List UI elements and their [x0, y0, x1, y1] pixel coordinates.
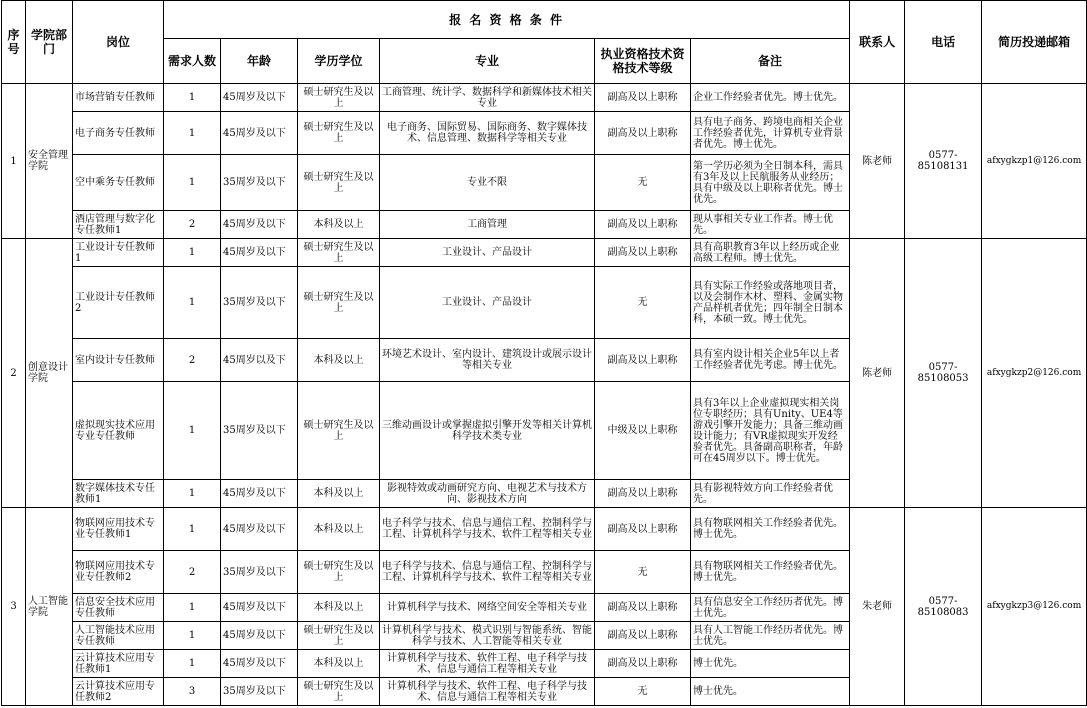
count-cell: 1	[164, 480, 221, 508]
qualification-cell: 副高及以上职称	[595, 650, 691, 678]
position-cell: 空中乘务专任教师	[73, 155, 164, 211]
degree-cell: 硕士研究生及以上	[298, 622, 380, 650]
count-cell: 1	[164, 84, 221, 112]
position-cell: 市场营销专任教师	[73, 84, 164, 112]
remarks-cell: 具有室内设计相关企业5年以上者工作经验者优先考虑。博士优先。	[691, 339, 850, 382]
email-cell[interactable]: afxygkzp2@126.com	[982, 239, 1087, 508]
degree-cell: 硕士研究生及以上	[298, 84, 380, 112]
position-cell: 室内设计专任教师	[73, 339, 164, 382]
header-position: 岗位	[73, 1, 164, 84]
header-count: 需求人数	[164, 39, 221, 84]
header-contact: 联系人	[850, 1, 905, 84]
qualification-cell: 副高及以上职称	[595, 622, 691, 650]
age-cell: 45周岁及以下	[221, 508, 298, 551]
major-cell: 专业不限	[380, 155, 595, 211]
remarks-cell: 博士优先。	[691, 678, 850, 706]
remarks-cell: 企业工作经验者优先。博士优先。	[691, 84, 850, 112]
email-cell[interactable]: afxygkzp1@126.com	[982, 84, 1087, 239]
table-row	[2, 84, 1087, 112]
seq-cell: 3	[2, 508, 26, 706]
major-cell: 电子科学与技术、信息与通信工程、控制科学与工程、计算机科学与技术、软件工程等相关专业	[380, 508, 595, 551]
major-cell: 计算机科学与技术、网络空间安全等相关专业	[380, 594, 595, 622]
age-cell: 45周岁及以下	[221, 622, 298, 650]
position-cell: 云计算技术应用专任教师1	[73, 650, 164, 678]
age-cell: 45周岁及以下	[221, 112, 298, 155]
major-cell: 计算机科学与技术、软件工程、电子科学与技术、信息与通信工程等相关专业	[380, 650, 595, 678]
qualification-cell: 无	[595, 155, 691, 211]
major-cell: 工业设计、产品设计	[380, 267, 595, 339]
header-conditions: 报 名 资 格 条 件	[164, 1, 850, 39]
age-cell: 35周岁及以下	[221, 155, 298, 211]
degree-cell: 硕士研究生及以上	[298, 267, 380, 339]
position-cell: 云计算技术应用专任教师2	[73, 678, 164, 706]
remarks-cell: 具有人工智能工作经历者优先。博士优先。	[691, 622, 850, 650]
header-qualification: 执业资格技术资格技术等级	[595, 39, 691, 84]
seq-cell: 2	[2, 239, 26, 508]
age-cell: 35周岁及以下	[221, 382, 298, 480]
major-cell: 计算机科学与技术、软件工程、电子科学与技术、信息与通信工程等相关专业	[380, 678, 595, 706]
age-cell: 35周岁及以下	[221, 678, 298, 706]
qualification-cell: 副高及以上职称	[595, 239, 691, 267]
count-cell: 3	[164, 678, 221, 706]
age-cell: 35周岁及以下	[221, 551, 298, 594]
age-cell: 35周岁及以下	[221, 267, 298, 339]
table-row	[2, 239, 1087, 267]
major-cell: 工业设计、产品设计	[380, 239, 595, 267]
age-cell: 45周岁及以下	[221, 480, 298, 508]
position-cell: 信息安全技术应用专任教师	[73, 594, 164, 622]
position-cell: 酒店管理与数字化专任教师1	[73, 211, 164, 239]
count-cell: 2	[164, 211, 221, 239]
remarks-cell: 具有高职教育3年以上经历或企业高级工程师。博士优先。	[691, 239, 850, 267]
dept-cell: 人工智能学院	[26, 508, 73, 706]
qualification-cell: 无	[595, 267, 691, 339]
major-cell: 电子科学与技术、信息与通信工程、控制科学与工程、计算机科学与技术、软件工程等相关专业	[380, 551, 595, 594]
age-cell: 45周岁及以下	[221, 211, 298, 239]
remarks-cell: 具有3年以上企业虚拟现实相关岗位专职经历；具有Unity、UE4等游戏引擎开发能力；具备三维动画设计能力；有VR虚拟现实开发经验者优先。具备副高职称者，年龄可在45周岁以下。博士优先。	[691, 382, 850, 480]
position-cell: 虚拟现实技术应用专业专任教师	[73, 382, 164, 480]
email-cell[interactable]: afxygkzp3@126.com	[982, 508, 1087, 706]
header-degree: 学历学位	[298, 39, 380, 84]
remarks-cell: 具有物联网相关工作经验者优先。博士优先。	[691, 508, 850, 551]
major-cell: 影视特效或动画研究方向、电视艺术与技术方向、影视技术方向	[380, 480, 595, 508]
qualification-cell: 副高及以上职称	[595, 112, 691, 155]
seq-cell: 1	[2, 84, 26, 239]
count-cell: 1	[164, 155, 221, 211]
remarks-cell: 现从事相关专业工作者。博士优先。	[691, 211, 850, 239]
count-cell: 2	[164, 339, 221, 382]
qualification-cell: 中级及以上职称	[595, 382, 691, 480]
qualification-cell: 副高及以上职称	[595, 508, 691, 551]
header-dept: 学院部门	[26, 1, 73, 84]
degree-cell: 硕士研究生及以上	[298, 382, 380, 480]
recruitment-table	[1, 0, 1087, 706]
major-cell: 工商管理、统计学、数据科学和新媒体技术相关专业	[380, 84, 595, 112]
remarks-cell: 具有信息安全工作经历者优先。博士优先。	[691, 594, 850, 622]
count-cell: 1	[164, 508, 221, 551]
major-cell: 电子商务、国际贸易、国际商务、数字媒体技术、信息管理、数据科学等相关专业	[380, 112, 595, 155]
phone-cell: 0577-85108083	[905, 508, 982, 706]
table-body	[2, 84, 1087, 706]
major-cell: 环境艺术设计、室内设计、建筑设计或展示设计等相关专业	[380, 339, 595, 382]
position-cell: 工业设计专任教师2	[73, 267, 164, 339]
count-cell: 1	[164, 382, 221, 480]
position-cell: 数字媒体技术专任教师1	[73, 480, 164, 508]
remarks-cell: 具有电子商务、跨境电商相关企业工作经验者优先，计算机专业背景者优先。博士优先。	[691, 112, 850, 155]
age-cell: 45周岁及以下	[221, 594, 298, 622]
qualification-cell: 副高及以上职称	[595, 480, 691, 508]
position-cell: 电子商务专任教师	[73, 112, 164, 155]
table-row	[2, 508, 1087, 551]
age-cell: 45周岁及以下	[221, 84, 298, 112]
degree-cell: 本科及以上	[298, 339, 380, 382]
header-major: 专业	[380, 39, 595, 84]
remarks-cell: 第一学历必须为全日制本科，需具有3年及以上民航服务从业经历；具有中级及以上职称者优先。博士优先。	[691, 155, 850, 211]
degree-cell: 硕士研究生及以上	[298, 239, 380, 267]
position-cell: 物联网应用技术专业专任教师2	[73, 551, 164, 594]
phone-cell: 0577-85108053	[905, 239, 982, 508]
degree-cell: 硕士研究生及以上	[298, 678, 380, 706]
count-cell: 1	[164, 239, 221, 267]
count-cell: 2	[164, 551, 221, 594]
count-cell: 1	[164, 112, 221, 155]
dept-cell: 创意设计学院	[26, 239, 73, 508]
header-remarks: 备注	[691, 39, 850, 84]
qualification-cell: 无	[595, 551, 691, 594]
qualification-cell: 副高及以上职称	[595, 594, 691, 622]
remarks-cell: 具有影视特效方向工作经验者优先。	[691, 480, 850, 508]
header-phone: 电话	[905, 1, 982, 84]
major-cell: 三维动画设计或掌握虚拟引擎开发等相关计算机科学技术类专业	[380, 382, 595, 480]
remarks-cell: 具有物联网相关工作经验者优先。博士优先。	[691, 551, 850, 594]
remarks-cell: 博士优先。	[691, 650, 850, 678]
contact-cell: 朱老师	[850, 508, 905, 706]
remarks-cell: 具有实际工作经验或落地项目者，以及会制作木材、塑料、金属实物产品样机者优先；四年制全日制本科，本硕一致。博士优先。	[691, 267, 850, 339]
position-cell: 工业设计专任教师1	[73, 239, 164, 267]
position-cell: 物联网应用技术专业专任教师1	[73, 508, 164, 551]
dept-cell: 安全管理学院	[26, 84, 73, 239]
major-cell: 计算机科学与技术、模式识别与智能系统、智能科学与技术、人工智能等相关专业	[380, 622, 595, 650]
degree-cell: 本科及以上	[298, 508, 380, 551]
degree-cell: 本科及以上	[298, 211, 380, 239]
degree-cell: 本科及以上	[298, 650, 380, 678]
contact-cell: 陈老师	[850, 239, 905, 508]
position-cell: 人工智能技术应用专任教师	[73, 622, 164, 650]
age-cell: 45周岁及以下	[221, 650, 298, 678]
age-cell: 45周岁及以下	[221, 239, 298, 267]
qualification-cell: 副高及以上职称	[595, 211, 691, 239]
count-cell: 1	[164, 650, 221, 678]
degree-cell: 硕士研究生及以上	[298, 112, 380, 155]
header-seq: 序号	[2, 1, 26, 84]
degree-cell: 硕士研究生及以上	[298, 155, 380, 211]
count-cell: 1	[164, 622, 221, 650]
qualification-cell: 无	[595, 678, 691, 706]
degree-cell: 硕士研究生及以上	[298, 551, 380, 594]
header-age: 年龄	[221, 39, 298, 84]
header-email: 简历投递邮箱	[982, 1, 1087, 84]
count-cell: 1	[164, 594, 221, 622]
degree-cell: 本科及以上	[298, 480, 380, 508]
qualification-cell: 副高及以上职称	[595, 339, 691, 382]
count-cell: 1	[164, 267, 221, 339]
age-cell: 45周岁以及下	[221, 339, 298, 382]
qualification-cell: 副高及以上职称	[595, 84, 691, 112]
degree-cell: 本科及以上	[298, 594, 380, 622]
phone-cell: 0577-85108131	[905, 84, 982, 239]
major-cell: 工商管理	[380, 211, 595, 239]
contact-cell: 陈老师	[850, 84, 905, 239]
